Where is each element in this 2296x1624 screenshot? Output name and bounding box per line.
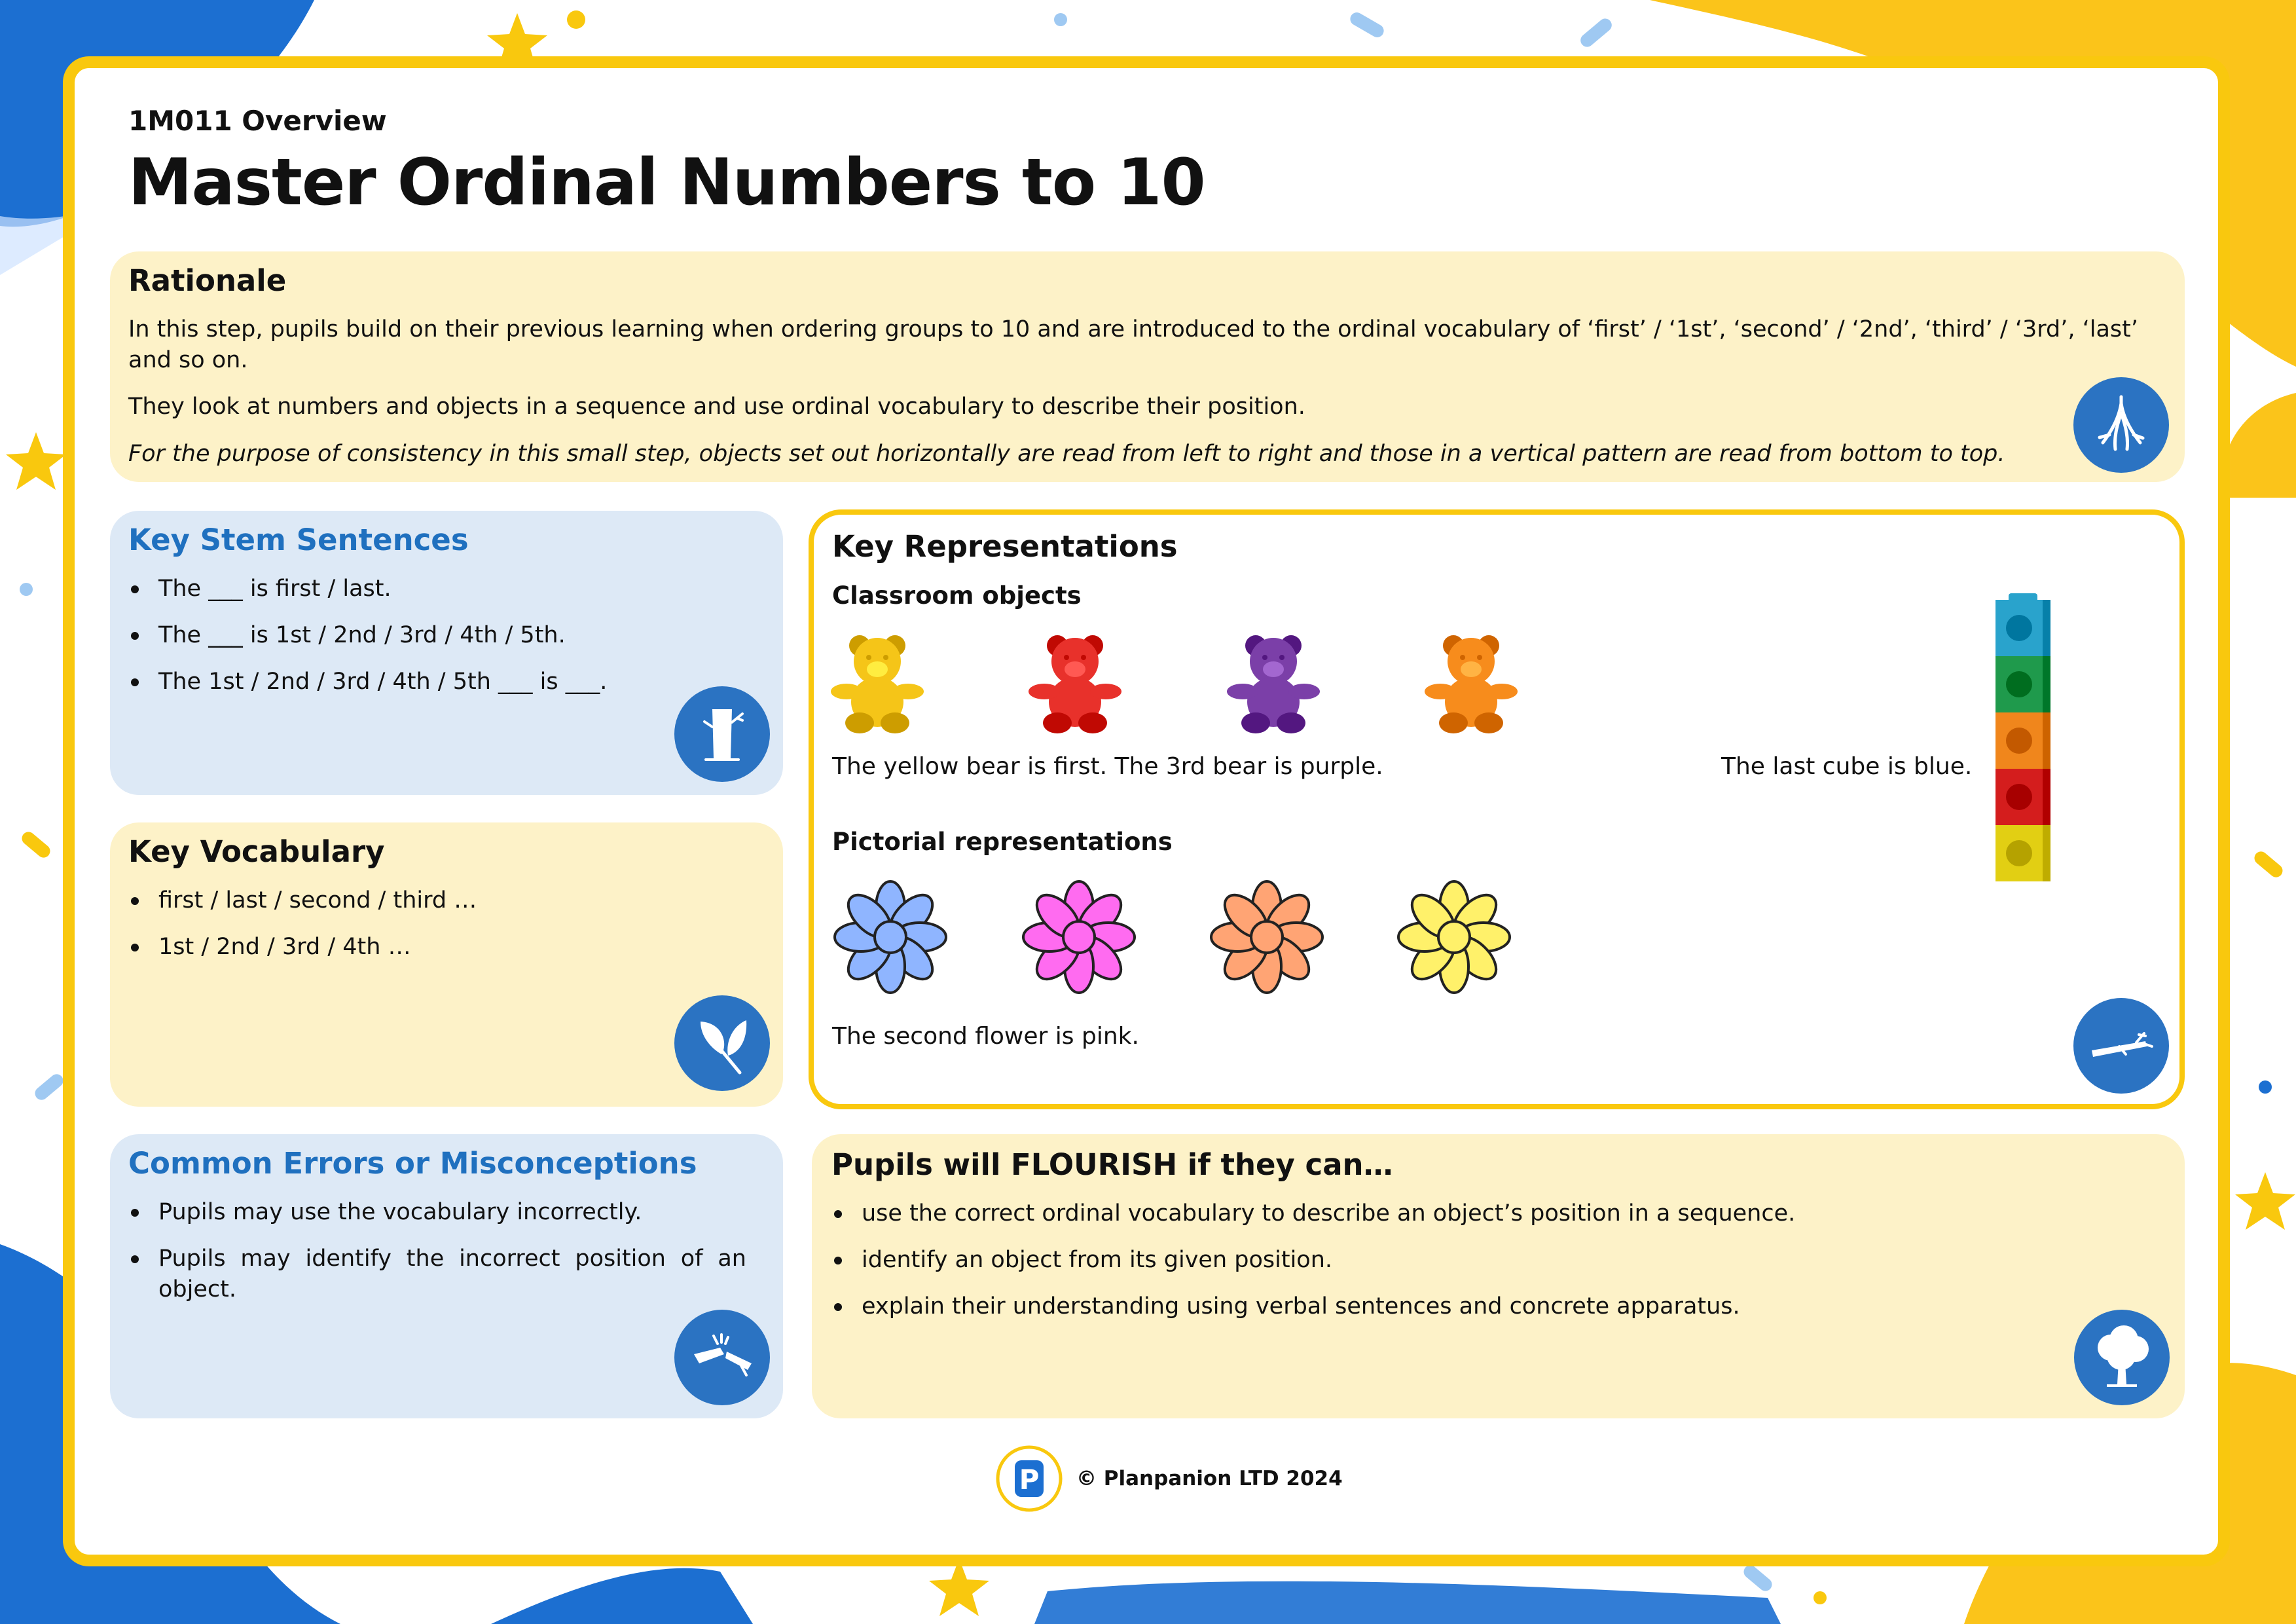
rationale-paragraph-1: In this step, pupils build on their previous learning when ordering groups to 10 and are introduced to the ordinal vocabulary of ‘first’ / ‘1st’, ‘second’ / ‘2nd’, ‘third’ / ‘3rd’, ‘last’ and so on.: [128, 316, 2138, 373]
bear-caption: The yellow bear is first. The 3rd bear is purple.: [832, 753, 1383, 780]
trunk-icon: [674, 686, 770, 782]
rationale-paragraph-3: For the purpose of consistency in this small step, objects set out horizontally are read from left to right and those in a vertical pattern are read from bottom to top.: [128, 441, 2005, 467]
leaf-icon: [674, 995, 770, 1091]
stem-sentences-heading: Key Stem Sentences: [128, 523, 469, 557]
vocabulary-panel: [110, 822, 783, 1107]
flower-caption: The second flower is pink.: [832, 1023, 1139, 1050]
flourish-panel: [812, 1134, 2185, 1418]
copyright: © Planpanion LTD 2024: [1076, 1467, 1343, 1490]
key-representations-panel: [809, 509, 2185, 1109]
flourish-heading: Pupils will FLOURISH if they can…: [831, 1147, 1393, 1182]
vocabulary-heading: Key Vocabulary: [128, 834, 385, 869]
list-item: explain their understanding using verbal sentences and concrete apparatus.: [831, 1291, 2075, 1322]
errors-panel: [110, 1134, 783, 1418]
list-item: Pupils may identify the incorrect position of an object.: [128, 1244, 746, 1305]
list-item: The ___ is 1st / 2nd / 3rd / 4th / 5th.: [128, 620, 757, 651]
bear-orange: [1422, 629, 1520, 733]
errors-heading: Common Errors or Misconceptions: [128, 1146, 697, 1181]
list-item: use the correct ordinal vocabulary to describe an object’s position in a sequence.: [831, 1198, 2075, 1229]
cube-caption: The last cube is blue.: [1721, 753, 1973, 780]
flower-orange: [1205, 875, 1329, 999]
classroom-objects-heading: Classroom objects: [832, 581, 1082, 610]
rationale-panel: [110, 251, 2185, 482]
tree-icon: [2074, 1310, 2170, 1405]
bear-yellow: [828, 629, 926, 733]
planpanion-logo: [995, 1445, 1063, 1513]
logo-letter: P: [1019, 1464, 1040, 1496]
list-item: 1st / 2nd / 3rd / 4th …: [128, 932, 757, 963]
rationale-paragraph-2: They look at numbers and objects in a sequence and use ordinal vocabulary to describe their position.: [128, 394, 1305, 420]
stem-sentences-panel: [110, 511, 783, 795]
errors-list: [128, 1197, 746, 1321]
rationale-heading: Rationale: [128, 263, 287, 298]
key-representations-heading: Key Representations: [832, 529, 1178, 564]
list-item: The ___ is first / last.: [128, 574, 757, 604]
page-title: Master Ordinal Numbers to 10: [128, 145, 1205, 220]
bear-red: [1026, 629, 1124, 733]
cube-tower: [1990, 593, 2056, 881]
vocabulary-list: [128, 885, 757, 978]
pictorial-heading: Pictorial representations: [832, 828, 1173, 856]
bear-purple: [1224, 629, 1322, 733]
flourish-list: [831, 1198, 2075, 1338]
branch-icon: [2073, 998, 2169, 1094]
list-item: identify an object from its given position.: [831, 1245, 2075, 1276]
overview-code: 1M011 Overview: [128, 105, 387, 137]
list-item: first / last / second / third …: [128, 885, 757, 916]
broken-branch-icon: [674, 1310, 770, 1405]
flower-pink: [1017, 875, 1141, 999]
roots-icon: [2073, 377, 2169, 473]
list-item: The 1st / 2nd / 3rd / 4th / 5th ___ is ___.: [128, 667, 757, 697]
list-item: Pupils may use the vocabulary incorrectly.: [128, 1197, 746, 1228]
flower-blue: [828, 875, 953, 999]
flower-yellow: [1392, 875, 1516, 999]
stem-sentences-list: [128, 574, 757, 713]
